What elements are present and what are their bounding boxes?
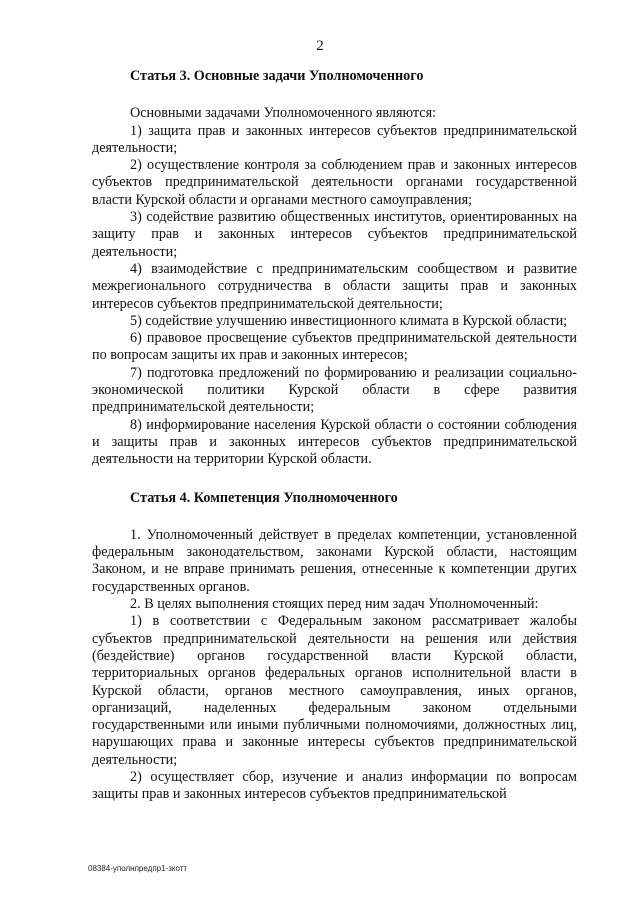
article-3-item-7: 7) подготовка предложений по формированию и реализации социально-экономической политики Курской области в сфере развития предпринимательской деятельности; [92,364,577,416]
article-3-item-8: 8) информирование населения Курской области о состоянии соблюдения и защиты прав и законных интересов субъектов предпринимательской деятельности на территории Курской области. [92,416,577,468]
page-number: 2 [316,38,324,54]
article-4-subitem-2: 2) осуществляет сбор, изучение и анализ информации по вопросам защиты прав и законных интересов субъектов предпринимательской [92,768,577,803]
article-4-title: Статья 4. Компетенция Уполномоченного [130,489,398,506]
article-3-intro: Основными задачами Уполномоченного являются: [130,105,437,122]
article-3-item-5: 5) содействие улучшению инвестиционного климата в Курской области; [130,312,568,329]
article-4-paragraph-1: 1. Уполномоченный действует в пределах компетенции, установленной федеральным законодательством, законами Курской области, настоящим Законом, и не вправе принимать решения, отнесенные к компетенции других государственных органов. [92,526,577,595]
article-4-paragraph-2: 2. В целях выполнения стоящих перед ним задач Уполномоченный: [130,596,539,613]
article-4-subitem-1: 1) в соответствии с Федеральным законом рассматривает жалобы субъектов предпринимательской деятельности на решения или действия (бездействие) органов государственной власти Курской области, территориальных органов федеральных органов исполнительной власти в Курской области, органов местного самоуправления, иных органов, организаций, наделенных федеральным законом отдельными государственными или иными публичными полномочиями, должностных лиц, нарушающих права и законные интересы субъектов предпринимательской деятельности; [92,613,577,768]
document-body [92,68,577,804]
article-3-item-3: 3) содействие развитию общественных институтов, ориентированных на защиту прав и законных интересов субъектов предпринимательской деятельности; [92,209,577,260]
article-3-item-2: 2) осуществление контроля за соблюдением прав и законных интересов субъектов предпринимательской деятельности органами государственной власти Курской области и органами местного самоуправления; [92,157,577,208]
document-code-footer: 08384-уполнпредпр1-зкотт [88,864,188,873]
article-3-title: Статья 3. Основные задачи Уполномоченного [130,68,424,84]
article-3-item-4: 4) взаимодействие с предпринимательским сообществом и развитие межрегионального сотрудничества в области защиты прав и законных интересов субъектов предпринимательской деятельности; [92,260,577,312]
article-3-item-6: 6) правовое просвещение субъектов предпринимательской деятельности по вопросам защиты их прав и законных интересов; [92,330,577,364]
article-3-item-1: 1) защита прав и законных интересов субъектов предпринимательской деятельности; [92,122,577,156]
